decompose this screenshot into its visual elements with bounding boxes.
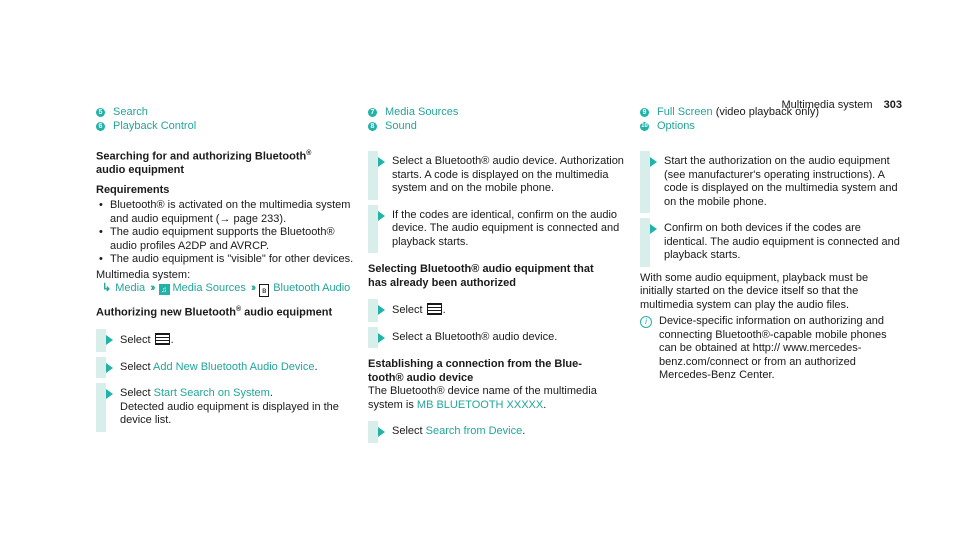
callout-number: 7 (368, 108, 377, 117)
page-number: 303 (883, 99, 902, 111)
list-item: • The audio equipment is "visible" for other devices. (96, 253, 358, 267)
step: Confirm on both devices if the codes are identical. The audio equipment is connected and playback starts. (640, 222, 902, 263)
path-label: Multimedia system: (96, 268, 191, 281)
info-note: i Device-specific information on authorizing and connecting Bluetooth®-capable mobile phones can be obtained at http:// www.mercedes-benz.com/connect or from an authorized Mercedes-Benz Center. (640, 315, 902, 383)
step-arrow-icon (106, 389, 113, 399)
step: Select a Bluetooth® audio device. Authorization starts. A code is displayed on the multimedia system and on the mobile phone. (368, 155, 630, 196)
legend-item: 9 Full Screen (video playback only) (640, 106, 902, 120)
column-3 (640, 106, 902, 383)
step-arrow-icon (650, 224, 657, 234)
requirements-heading: Requirements (96, 183, 170, 196)
turn-arrow-icon: ↳ (102, 282, 112, 295)
chevron-icon: ›› (250, 282, 255, 295)
device-name: MB BLUETOOTH XXXXX (416, 398, 544, 411)
legend-item (368, 120, 630, 134)
menu-path: ↳ Media ›› ♫ Media Sources ›› ʙ Bluetooth Audio (102, 282, 351, 296)
menu-icon (427, 303, 442, 315)
paragraph: With some audio equipment, playback must be initially started on the device itself so that the multimedia system can play the audio files. (640, 271, 869, 311)
step-arrow-icon (378, 211, 385, 221)
step: Select Add New Bluetooth Audio Device. (96, 361, 358, 375)
step-arrow-icon (650, 157, 657, 167)
bluetooth-device-icon: ʙ (259, 284, 269, 297)
legend-item (640, 120, 902, 134)
legend-item (96, 106, 358, 120)
step-arrow-icon (378, 157, 385, 167)
callout-number: 6 (96, 122, 105, 131)
section-title: Multimedia system (781, 99, 873, 111)
step-arrow-icon (106, 363, 113, 373)
step: Select . (96, 333, 358, 348)
legend-item (368, 106, 630, 120)
legend-label: Sound (385, 119, 417, 132)
section-heading: Searching for and authorizing Bluetooth® audio equipment (96, 150, 312, 177)
callout-number: 8 (368, 122, 377, 131)
menu-icon (155, 333, 170, 345)
callout-number: 5 (96, 108, 105, 117)
step-arrow-icon (106, 335, 113, 345)
legend-label: Full Screen (657, 106, 713, 118)
callout-number: 10 (641, 122, 648, 129)
step: Select Search from Device. (368, 425, 630, 439)
step: Start the authorization on the audio equipment (see manufacturer's operating instructions). A code is displayed on the multimedia system and on the mobile phone. (640, 155, 902, 209)
legend-label: Options (657, 119, 695, 132)
section-heading: Authorizing new Bluetooth® audio equipment (96, 306, 333, 319)
step-arrow-icon (378, 333, 385, 343)
requirements-list (96, 199, 358, 267)
info-icon: i (640, 316, 652, 328)
step: Select a Bluetooth® audio device. (368, 331, 630, 345)
step-arrow-icon (378, 427, 385, 437)
step: Select . (368, 303, 630, 318)
legend-label: Search (113, 106, 148, 118)
step-arrow-icon (378, 305, 385, 315)
column-1 (96, 106, 358, 428)
media-icon: ♫ (159, 284, 170, 295)
callout-number: 9 (640, 108, 649, 117)
step: Select Start Search on System. Detected audio equipment is displayed in the device list. (96, 387, 358, 428)
step: If the codes are identical, confirm on the audio device. The audio equipment is connected and playback starts. (368, 209, 630, 250)
column-2 (368, 106, 630, 439)
legend-label: Playback Control (113, 119, 197, 132)
chevron-icon: ›› (150, 282, 154, 295)
legend-label: Media Sources (385, 106, 459, 118)
list-item: • The audio equipment supports the Bluetooth® audio profiles A2DP and AVRCP. (96, 226, 358, 253)
legend-item (96, 120, 358, 134)
paragraph: The Bluetooth® device name of the multimedia system is MB BLUETOOTH XXXXX. (368, 385, 597, 411)
list-item: • Bluetooth® is activated on the multimedia system and audio equipment (→ page 233). (96, 199, 358, 226)
section-heading: Selecting Bluetooth® audio equipment that has already been authorized (368, 263, 594, 289)
section-heading: Establishing a connection from the Blue- tooth® audio device (368, 358, 582, 384)
